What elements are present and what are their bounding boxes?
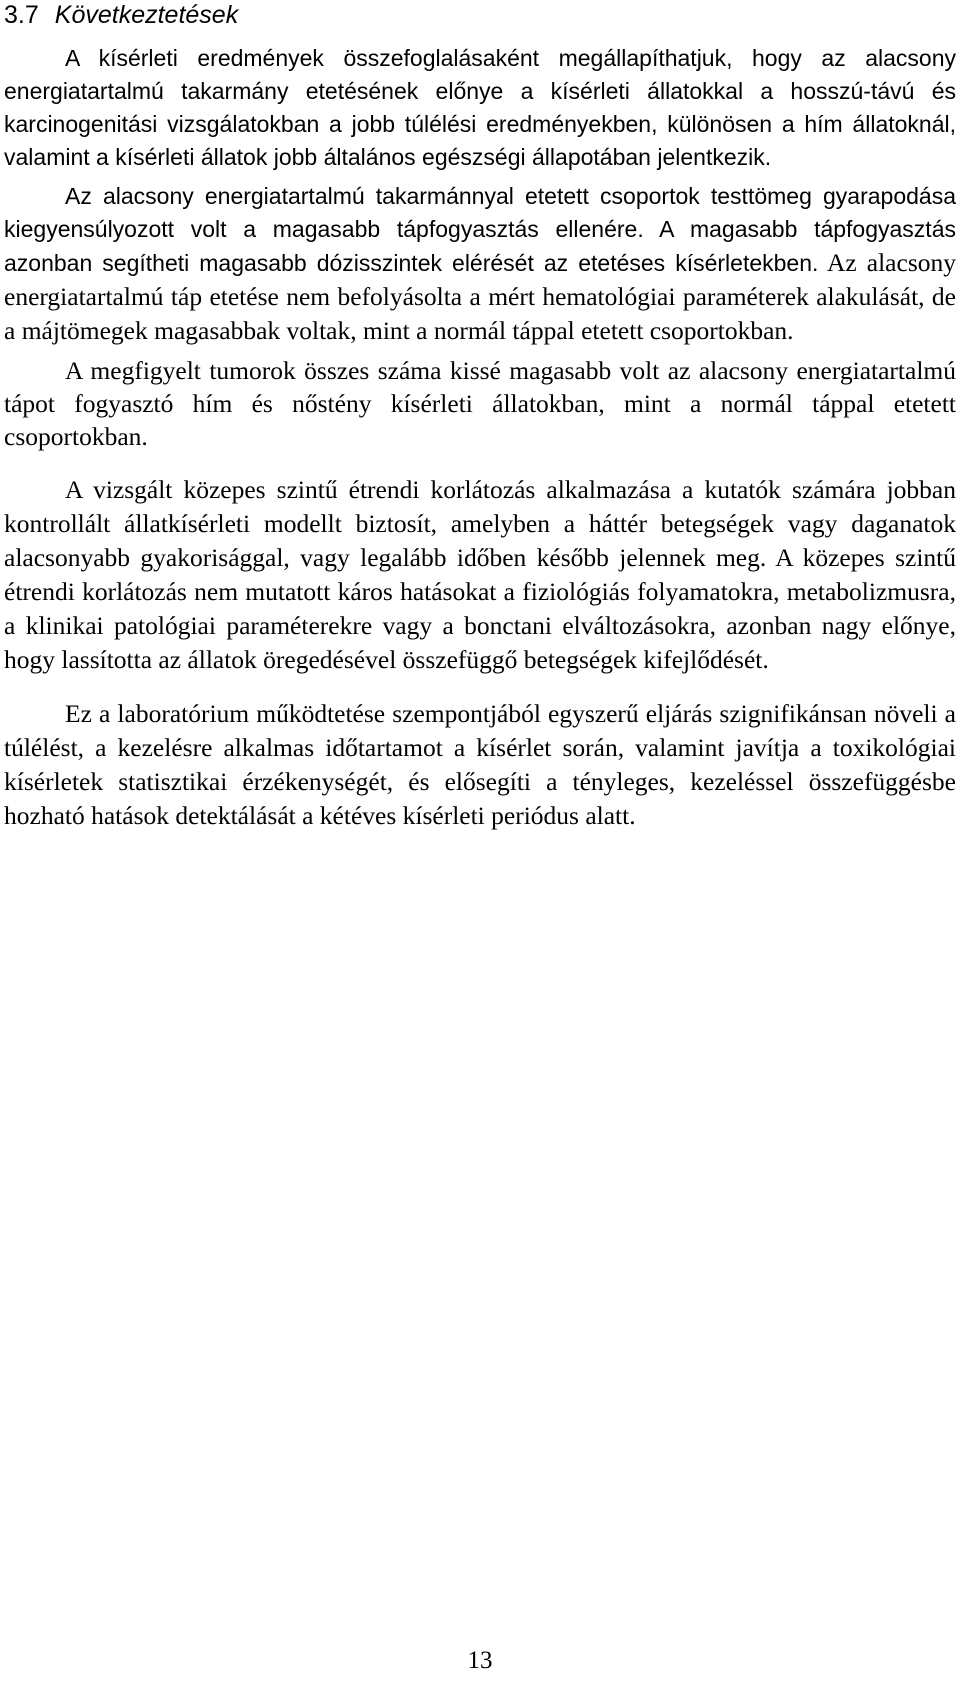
section-heading <box>4 0 956 30</box>
section-title: Következtetések <box>54 1 239 29</box>
paragraph-conclusion-summary: A kísérleti eredmények összefoglalásaként megállapíthatjuk, hogy az alacsony energiatartalmú takarmány etetésének előnye a kísérleti állatokkal a hosszú-távú és karcinogenitási vizsgálatokban a jobb túlélési eredményekben, különösen a hím állatoknál, valamint a kísérleti állatok jobb általános egészségi állapotában jelentkezik. <box>4 45 956 170</box>
paragraph-laboratory-benefits: Ez a laboratórium működtetése szempontjából egyszerű eljárás szignifikánsan növeli a túlélést, a kezelésre alkalmas időtartamot a kísérlet során, valamint javítja a toxikológiai kísérletek statisztikai érzékenységét, és elősegíti a tényleges, kezeléssel összefüggésbe hozható hatások detektálását a kétéves kísérleti periódus alatt. <box>4 699 956 830</box>
paragraph-body-weight <box>4 180 956 348</box>
paragraph-body-weight-part-1: Az alacsony energiatartalmú takarmánnyal etetett csoportok testtömeg gyarapodása kiegyensúlyozott volt a magasabb tápfogyasztás ellenére. A magasabb tápfogyasztás azonban segítheti magasabb dózisszintek elérését az etetéses kísérletekben. <box>4 183 956 276</box>
page-number: 13 <box>467 1647 493 1674</box>
section-number: 3.7 <box>4 1 39 29</box>
paragraph-tumors: A megfigyelt tumorok összes száma kissé magasabb volt az alacsony energiatartalmú tápot fogyasztó hím és nőstény kísérleti állatokban, mint a normál táppal etetett csoportokban. <box>4 356 956 451</box>
paragraph-dietary-restriction: A vizsgált közepes szintű étrendi korlátozás alkalmazása a kutatók számára jobban kontrollált állatkísérleti modellt biztosít, amelyben a háttér betegségek vagy daganatok alacsonyabb gyakorisággal, vagy legalább időben később jelennek meg. A közepes szintű étrendi korlátozás nem mutatott káros hatásokat a fiziológiás folyamatokra, metabolizmusra, a klinikai patológiai paraméterekre vagy a bonctani elváltozásokra, azonban nagy előnye, hogy lassította az állatok öregedésével összefüggő betegségek kifejlődését. <box>4 475 956 674</box>
paragraph-body-weight-part-2: Az alacsony energiatartalmú táp etetése nem befolyásolta a mért hematológiai paraméterek alakulását, de a májtömegek magasabbak voltak, mint a normál táppal etetett csoportokban. <box>4 248 956 345</box>
document-page <box>4 0 956 833</box>
